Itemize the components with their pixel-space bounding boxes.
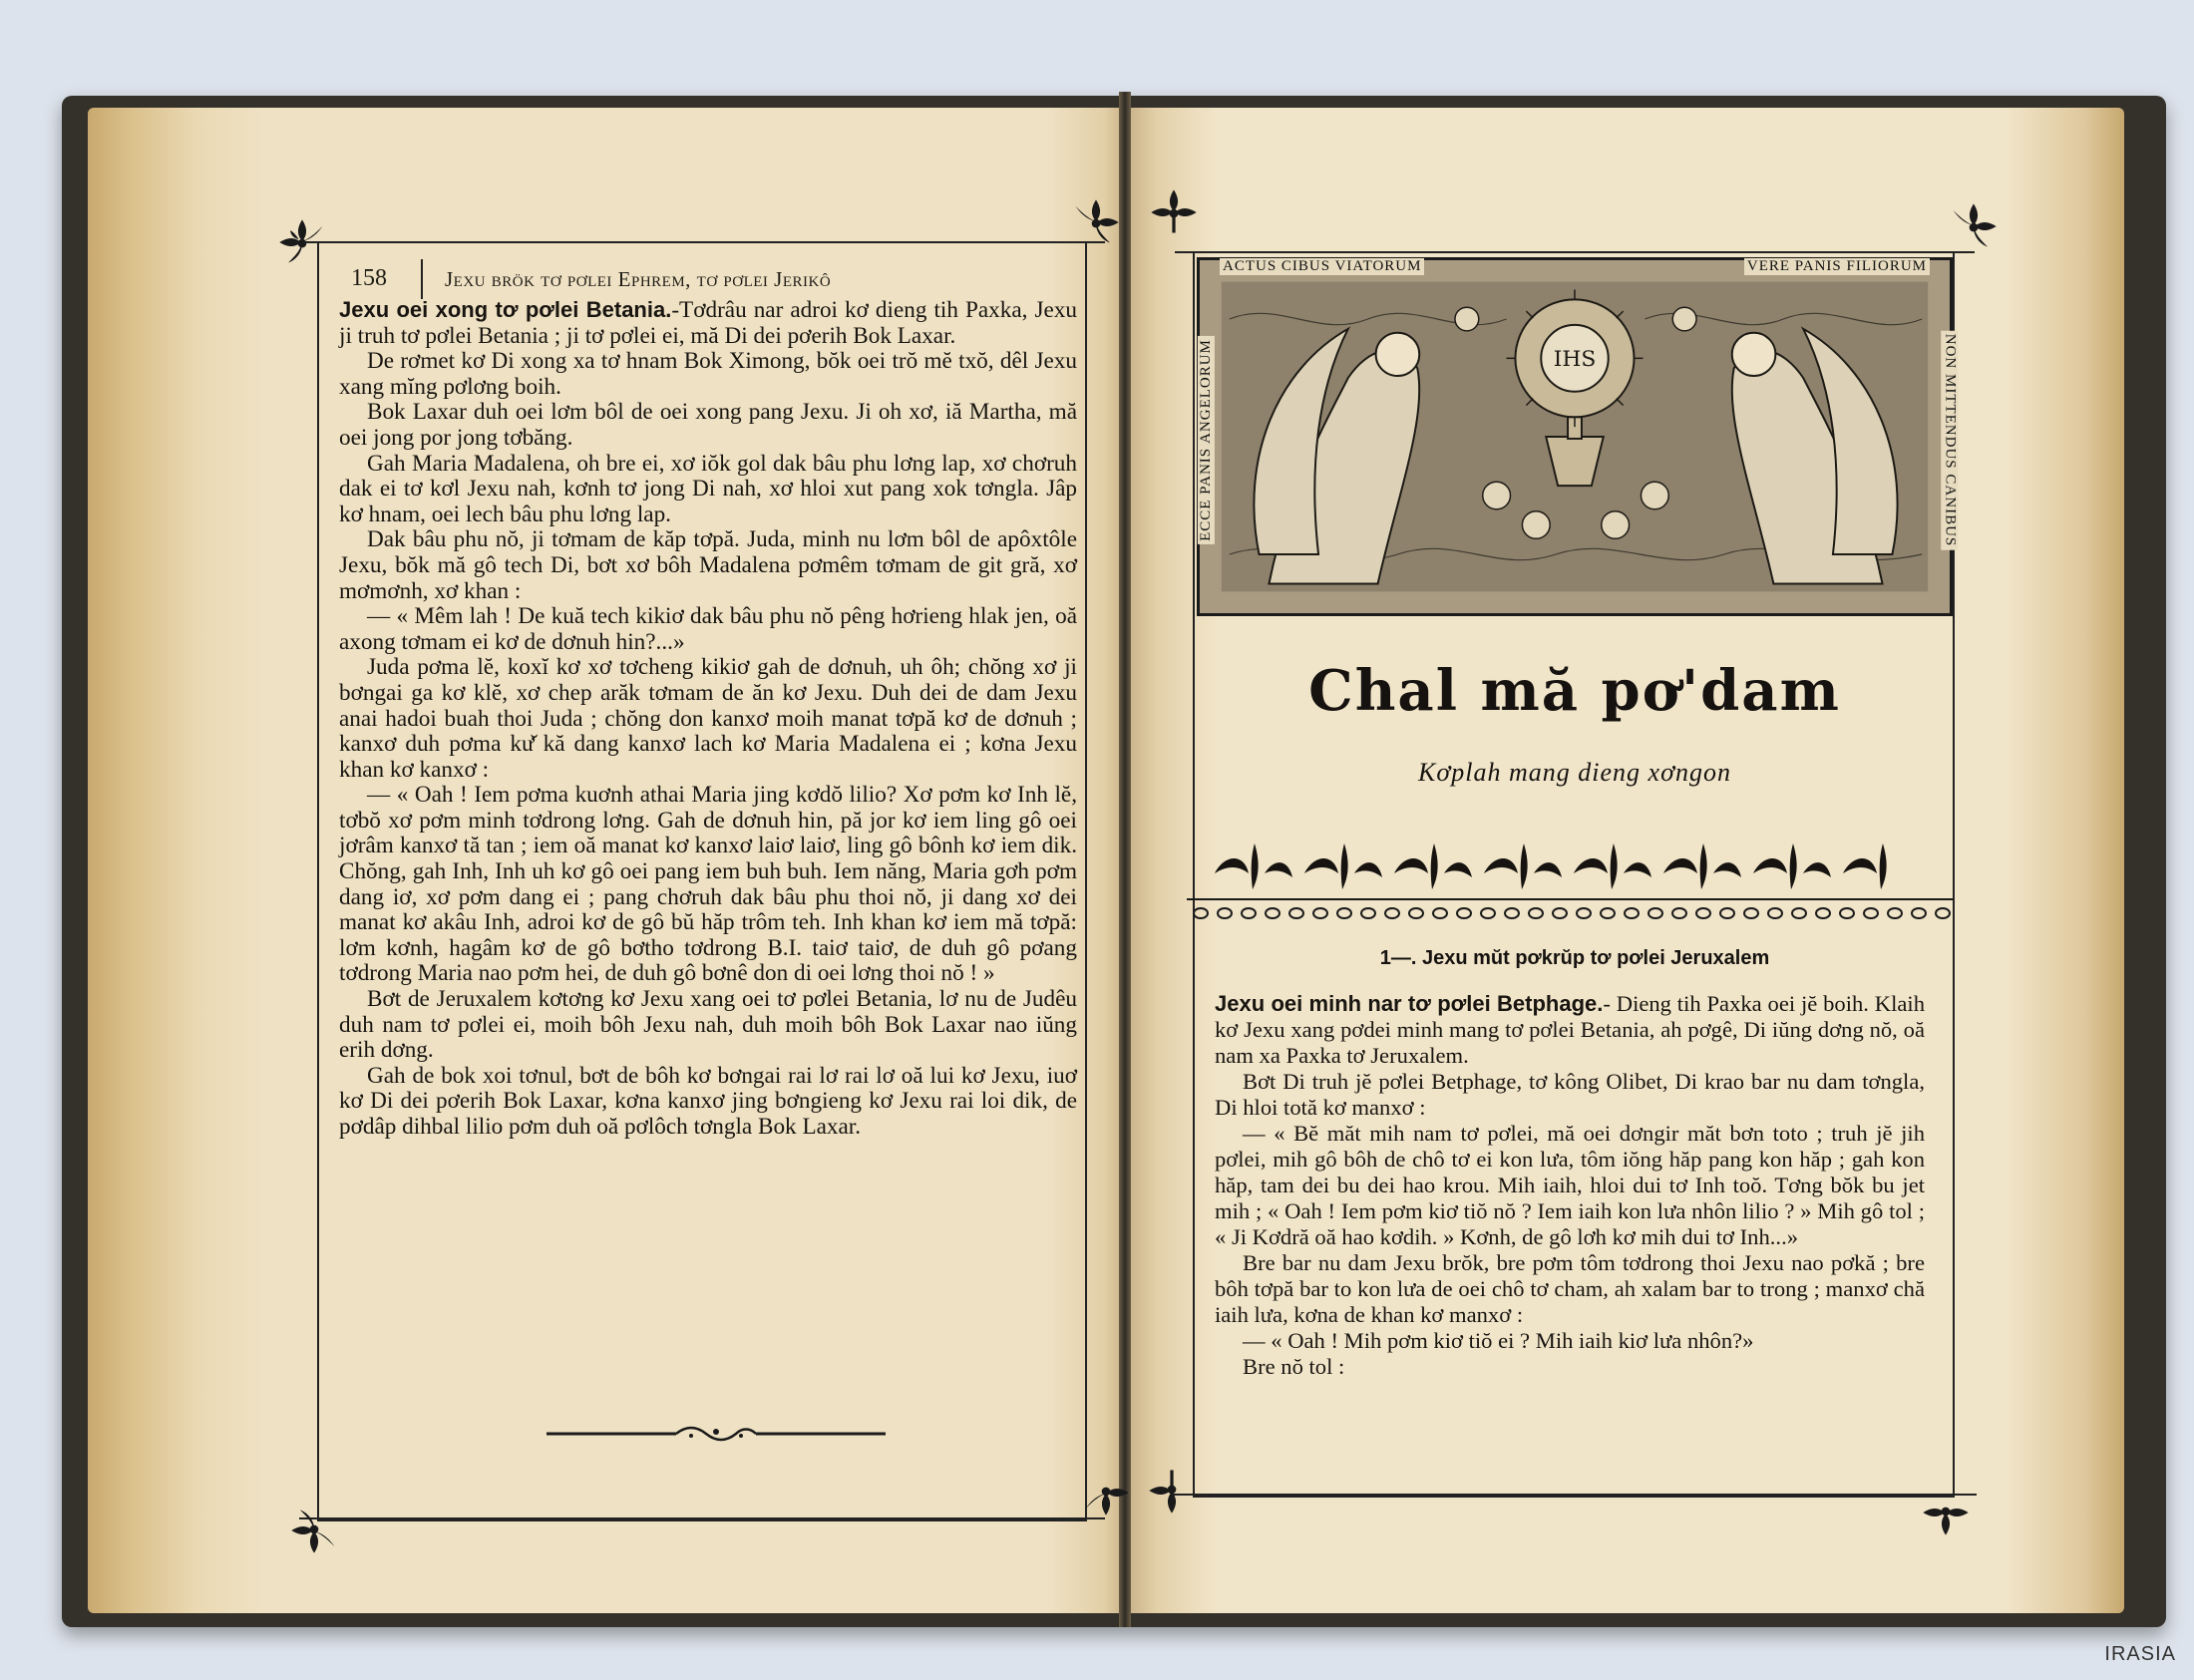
engraving-inscription: ECCE PANIS ANGELORUM [1198,336,1215,544]
running-head-title: Jexu brök tơ pơlei Ephrem, tơ pơlei Jerikô [445,267,832,291]
section-lead-heading: Jexu oei minh nar tơ pơlei Betphage. [1215,991,1604,1016]
paragraph: Bok Laxar duh oei lơm bôl de oei xong pang Jexu. Ji oh xơ, iă Martha, mă oei jong por jong tơbăng. [339,399,1077,451]
paragraph: Gah Maria Madalena, oh bre ei, xơ iŏk gol dak bâu phu lơng lap, xơ chơruh dak ei tơ kơl Jexu nah, kơnh tơ jong Di nah, xơ hloi xut pang xok tơngla. Jâp kơ hnam, oei lech bâu phu lơng lap. [339,450,1077,527]
section-heading: 1—. Jexu mŭt pơkrŭp tơ pơlei Jeruxalem [1379,947,1770,969]
fleuron-corner-icon [1947,199,2001,253]
fleuron-corner-icon [1069,195,1123,249]
fleuron-corner-icon [287,1504,341,1557]
paragraph [1215,991,1925,1069]
paragraph: — « Bĕ măt mih nam tơ pơlei, mă oei dơngir măt bơn toto ; truh jĕ jih pơlei, mih gô bôh de chô tơ ei kon lưa, tôm iŏng hăp pang kon hăp ; gah kon hăp, tam dei bu dei hao krou. Mih iaih, hloi dui tơ Inh toŏ. Tơng bŏk bu jet mih ; « Oah ! Iem pơm kiơ tiŏ nŏ ? Iem iaih kon lưa nhôn lilio ? » Mih gô tol ; « Ji Kơdră oă hao kơdih. » Kơnh, de gô lơh kơ mih dui tơ Inh...» [1215,1121,1925,1249]
paragraph: — « Mêm lah ! De kuă tech kikiơ dak bâu phu nŏ pêng hơrieng hlak jen, oă axong tơmam ei kơ de dơnuh hin?...» [339,603,1077,655]
paragraph-text: - Dieng tih Paxka oei jĕ boih. Klaih kơ Jexu xang pơdei minh mang tơ pơlei Betania, ah pơgê, Di iŭng dơng nŏ, oă nam xa Paxka tơ Jeruxalem. [1215,991,1925,1068]
beaded-rule-icon [1187,895,1953,925]
chapter-end-ornament-icon [547,1422,886,1446]
engraving-inscription: NON MITTENDUS CANIBUS [1942,331,1959,550]
running-header [329,259,1087,299]
paragraph: Juda pơma lĕ, koxĭ kơ xơ tơcheng kikiơ gah de dơnuh, uh ôh; chŏng xơ ji bơngai ga kơ klĕ, xơ chep arăk tơmam de ăn kơ Jexu. Duh dei de dam Jexu anai hadoi buah thoi Juda ; chŏng don kanxơ moih manat tơpă kơ de dơnuh ; kanxơ duh pơma kư̆ kă dang kanxơ lach kơ Maria Madalena ei ; kơna Jexu khan kơ kanxơ : [339,654,1077,783]
paragraph: — « Oah ! Iem pơma kuơnh athai Maria jing kơdŏ lilio? Xơ pơm kơ Inh lĕ, tơbŏ xơ pơm minh tơdrong lơng. Gah de dơnuh hin, pă jor kơ iem ling gô oei jơrâm kanxơ tă tan ; iem oă manat kơ kanxơ laiơ laiơ, ling gô bônh kơ iem dik. Chŏng, gah Inh, Inh uh kơ gô oei pang iem buh buh. Iem năng, Maria gơh pơm dang iơ, xơ pơm dang ei ; pang chơruh dak bâu phu thoi nŏ, ji dang xơ dei manat kơ akâu Inh, adroi kơ de gô bŭ hăp trôm teh. Inh khan kơ iem mă tơpă: lơm kơnh, hagâm kơ de gô bơtho tơdrong B.I. taiơ taiơ, de duh gô pơang tơdrong Maria nao pơm hei, de duh gô bơnê don di oei lơng thoi nŏ ! » [339,782,1077,987]
paragraph: Dak bâu phu nŏ, ji tơmam de kăp tơpă. Juda, minh nu lơm bôl de apôxtôle Jexu, bŏk mă gô tech Di, bơt xơ bôh Madalena pơmêm tơmam de git gră, xơ mơmơnh, xơ khan : [339,526,1077,604]
paragraph: De rơmet kơ Di xong xa tơ hnam Bok Ximong, bŏk oei trŏ mĕ txŏ, dêl Jexu xang mĭng pơlơng boih. [339,348,1077,400]
engraving-inscription: ACTUS CIBUS VIATORUM [1220,258,1424,275]
right-frame-bottom-rule [1173,1494,1977,1496]
paragraph: — « Oah ! Mih pơm kiơ tiŏ ei ? Mih iaih kiơ lưa nhôn?» [1243,1328,1754,1353]
fleuron-corner-icon [1079,1466,1133,1519]
fleuron-corner-icon [1919,1486,1973,1539]
fleuron-corner-icon [1145,1464,1199,1517]
paragraph: Bre bar nu dam Jexu brŏk, bre pơm tôm tơdrong thoi Jexu nao pơkă ; bre bôh tơpă bar to kon lưa de oei chô tơ cham, ah xalam bar to trong ; manxơ chă iaih lưa, kơna de khan kơ manxơ : [1215,1250,1925,1327]
paragraph: Bơt de Jeruxalem kơtơng kơ Jexu xang oei tơ pơlei Betania, lơ nu de Judêu duh nam tơ pơlei ei, moih bôh Jexu nah, duh moih bôh Bok Laxar nao iŭng erih dơng. [339,986,1077,1064]
right-body-text [1215,991,1925,1380]
paragraph: Gah de bok xoi tơnul, bơt de bôh kơ bơngai rai lơ rai lơ oă lui kơ Jexu, iuơ kơ Di dei pơerih Bok Laxar, kơna kanxơ jing bơngieng kơ Jexu rai loi dik, de pơdâp dihbal lilio pơm duh oă pơlôch tơngla Bok Laxar. [339,1062,1077,1140]
paragraph: Bre nŏ tol : [1243,1354,1345,1379]
left-body-text [339,297,1077,1141]
header-divider [421,259,423,299]
host-monogram: IHS [1553,347,1597,373]
chapter-title: Chal mă pơ'dam [1308,658,1841,724]
fleuron-corner-icon [275,215,329,269]
paragraph [339,297,1077,349]
left-frame-bottom-rule [299,1517,1105,1519]
paragraph: Bơt Di truh jĕ pơlei Betphage, tơ kông Olibet, Di krao bar nu dam tơngla, Di hloi totă kơ manxơ : [1215,1069,1925,1120]
watermark-label: IRASIA [2104,1643,2176,1665]
vine-ornament-icon [1205,834,1923,895]
chapter-subtitle: Kơplah mang dieng xơngon [1418,758,1731,787]
page-number: 158 [351,265,387,291]
engraving-inscription: VERE PANIS FILIORUM [1744,258,1930,275]
section-lead-heading: Jexu oei xong tơ pơlei Betania. [339,297,672,322]
book-spine [1119,92,1131,1627]
fleuron-corner-icon [1147,185,1201,239]
eucharist-engraving-illustration [1197,257,1959,616]
paragraph-text: -Tơdrâu nar adroi kơ dieng tih Paxka, Jexu ji truh tơ pơlei Betania ; ji tơ pơlei ei, mă Di dei pơerih Bok Laxar. [339,297,1077,349]
